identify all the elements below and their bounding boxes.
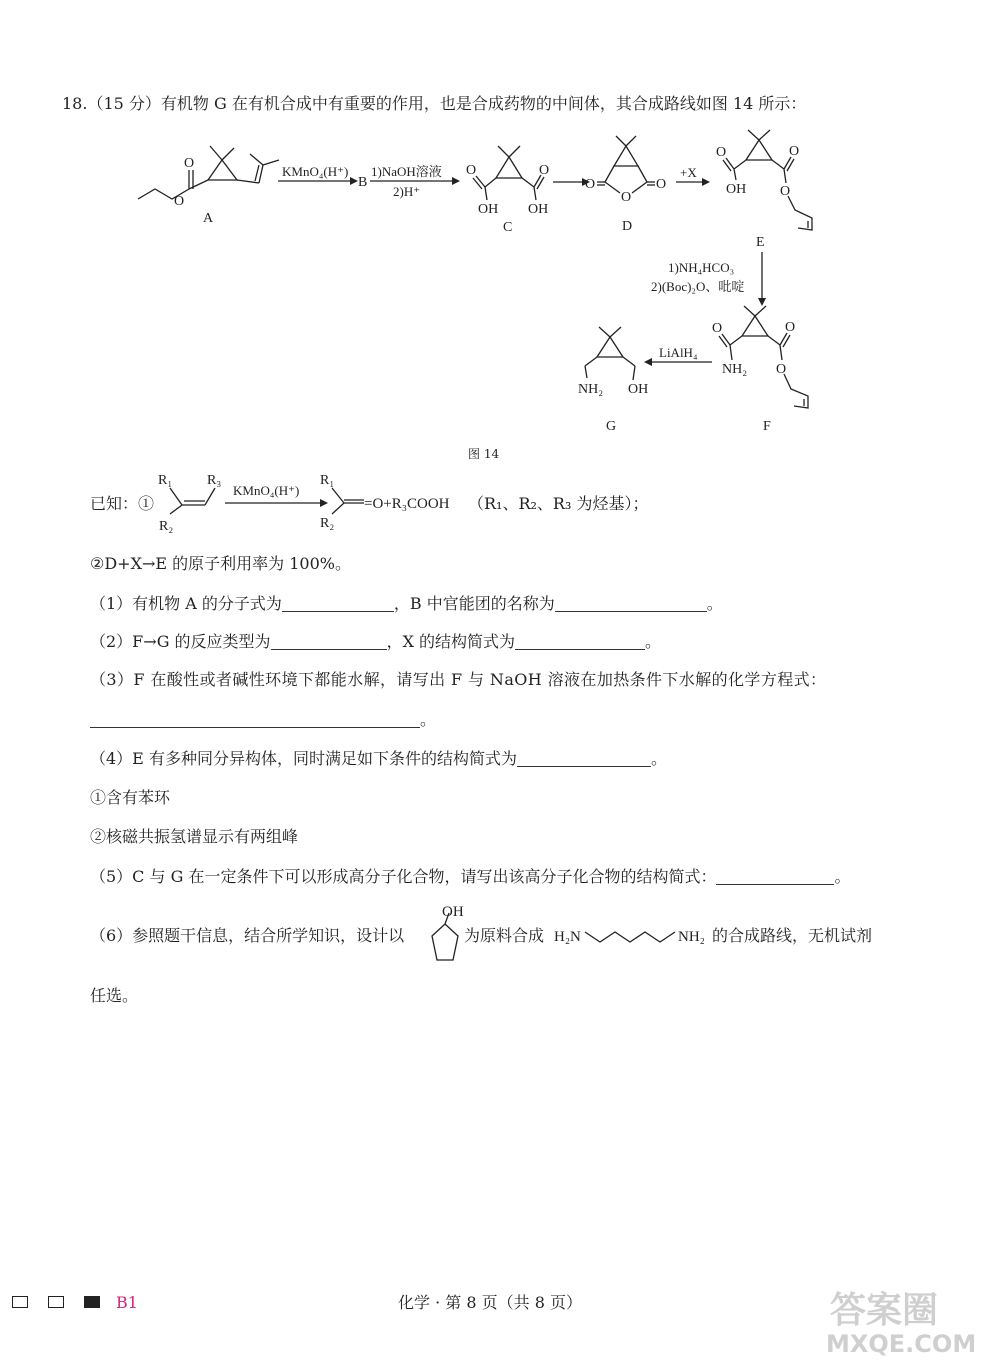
known-2: ②D+X→E 的原子利用率为 100%。 [90, 554, 351, 573]
footer-box [12, 1296, 28, 1308]
atom-oh: OH [442, 904, 464, 920]
question-4 [90, 749, 667, 769]
atom-oh: OH [528, 202, 549, 217]
atom-oh: OH [478, 202, 499, 217]
q1-part-b: ，B 中官能团的名称为 [393, 594, 555, 613]
reagent-x: +X [680, 165, 697, 180]
question-1 [90, 594, 723, 614]
atom-h2n: H₂N [554, 929, 581, 945]
answer-blank[interactable] [271, 633, 387, 650]
q4-condition-2: ②核磁共振氢谱显示有两组峰 [90, 827, 299, 846]
reagent-nh4hco3: 1)NH₄HCO₃ [668, 260, 735, 275]
q2-part-b: ，X 的结构简式为 [386, 632, 516, 651]
footer-box [84, 1296, 100, 1308]
atom-o: O [780, 184, 791, 199]
q6-part-d: 任选。 [90, 986, 139, 1005]
reagent-naoh: 1)NaOH溶液 [371, 164, 442, 179]
atom-o: O [712, 321, 723, 336]
label-a: A [203, 211, 214, 226]
atom-o: O [539, 163, 550, 178]
atom-o: O [789, 144, 800, 159]
atom-o: O [621, 190, 632, 205]
answer-blank[interactable] [517, 750, 651, 767]
question-5 [90, 867, 850, 887]
atom-oh: OH [726, 182, 747, 197]
q4-condition-1: ①含有苯环 [90, 788, 171, 807]
q3-end: 。 [420, 710, 437, 729]
cyclopentanol [432, 913, 458, 960]
footer-box [48, 1296, 64, 1308]
reagent-boc: 2)(Boc)₂O、吡啶 [651, 279, 745, 294]
page-number: 化学 · 第 8 页（共 8 页） [398, 1293, 582, 1312]
q1-end: 。 [706, 594, 723, 613]
q5-text: （5）C 与 G 在一定条件下可以形成高分子化合物，请写出该高分子化合物的结构简式： [90, 867, 717, 886]
atom-o: O [716, 145, 727, 160]
compound-d [597, 136, 655, 193]
q1-part-a: （1）有机物 A 的分子式为 [90, 594, 282, 613]
label-d: D [622, 219, 633, 234]
atom-o: O [785, 320, 796, 335]
atom-o: O [184, 156, 195, 171]
atom-nh2: NH₂ [722, 362, 748, 377]
question-3-answer [90, 710, 436, 730]
question-3: （3）F 在酸性或者碱性环境下都能水解，请写出 F 与 NaOH 溶液在加热条件下水解的化学方程式： [90, 670, 827, 689]
r1: R₁ [158, 473, 173, 488]
reagent-kmno4: KMnO₄(H⁺) [233, 483, 300, 498]
watermark-logo: 答案圈 [830, 1290, 939, 1331]
q2-end: 。 [645, 632, 662, 651]
figure-caption: 图 14 [468, 447, 500, 461]
atom-o: O [776, 362, 787, 377]
compound-c [473, 146, 544, 200]
label-e: E [756, 235, 765, 250]
r2: R₂ [320, 516, 335, 531]
label-c: C [503, 220, 513, 235]
q2-part-a: （2）F→G 的反应类型为 [90, 632, 271, 651]
reagent-kmno4: KMnO₄(H⁺) [282, 164, 349, 179]
label-g: G [606, 419, 617, 434]
q6-part-b: 为原料合成 [464, 926, 545, 945]
answer-blank[interactable] [515, 633, 645, 650]
paper-code: B1 [116, 1293, 138, 1312]
reagent-acid: 2)H⁺ [393, 184, 421, 199]
known-product: =O+R₃COOH [364, 496, 450, 512]
atom-nh2: NH₂ [578, 382, 604, 397]
atom-oh: OH [628, 382, 649, 397]
answer-blank[interactable] [90, 711, 420, 728]
answer-blank[interactable] [282, 595, 394, 612]
label-f: F [763, 419, 771, 434]
compound-b: B [358, 175, 368, 190]
atom-o: O [466, 163, 477, 178]
known-label: 已知：① [90, 494, 155, 513]
q4-end: 。 [650, 749, 667, 768]
q4-text: （4）E 有多种同分异构体，同时满足如下条件的结构简式为 [90, 749, 517, 768]
answer-blank[interactable] [555, 595, 707, 612]
atom-o: O [585, 177, 596, 192]
known-condition: （R₁、R₂、R₃ 为烃基）； [468, 494, 649, 513]
r2: R₂ [159, 519, 174, 534]
r1: R₁ [320, 473, 335, 488]
question-header: 18.（15 分）有机物 G 在有机合成中有重要的作用，也是合成药物的中间体，其合成路线如图 14 所示： [62, 94, 807, 113]
compound-g [585, 327, 635, 380]
reagent-lialh4: LiAlH₄ [659, 345, 698, 360]
question-2 [90, 632, 661, 652]
atom-o: O [656, 177, 667, 192]
q5-end: 。 [834, 867, 851, 886]
atom-o: O [174, 194, 185, 209]
answer-blank[interactable] [716, 868, 834, 885]
atom-nh2: NH₂ [678, 929, 705, 945]
watermark-url: MXQE.COM [826, 1330, 977, 1358]
compound-a [138, 146, 279, 199]
q6-part-c: 的合成路线，无机试剂 [712, 926, 873, 945]
r3: R₃ [207, 473, 222, 488]
q6-part-a: （6）参照题干信息，结合所学知识，设计以 [90, 926, 405, 945]
diamine-chain [585, 932, 675, 942]
